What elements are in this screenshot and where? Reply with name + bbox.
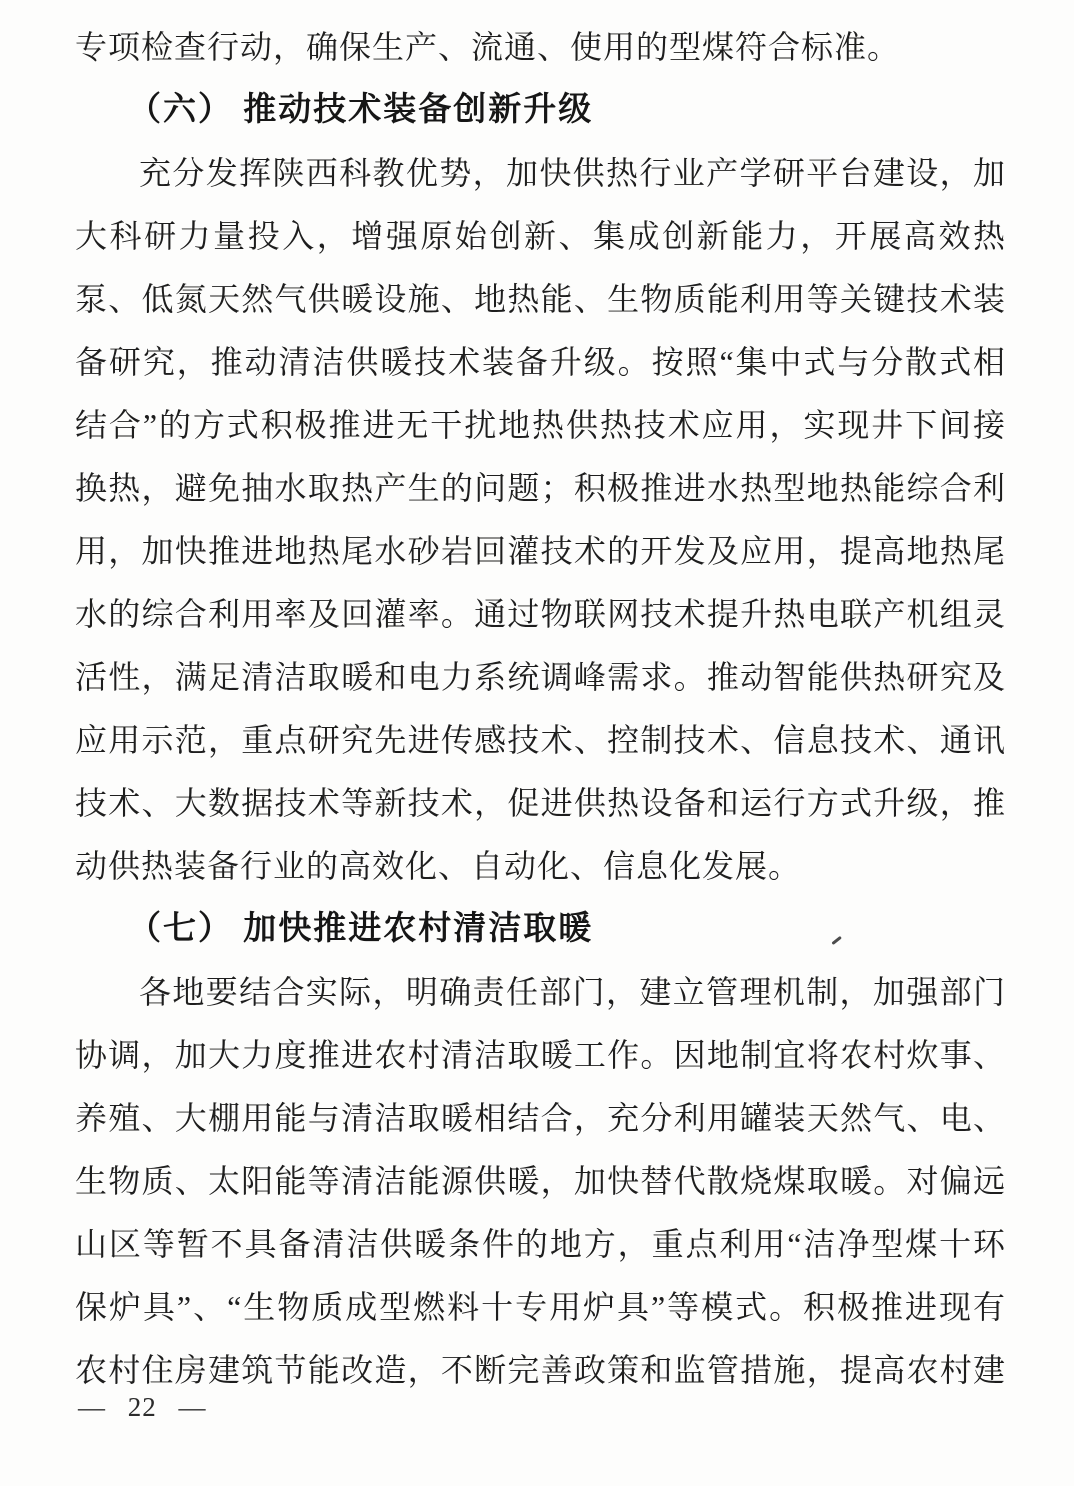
text-line: 协调，加大力度推进农村清洁取暖工作。因地制宜将农村炊事、: [75, 1037, 1005, 1073]
footer-dash-right: —: [178, 1392, 207, 1422]
text-line: 农村住房建筑节能改造，不断完善政策和监管措施，提高农村建: [75, 1352, 1005, 1388]
text-line: 充分发挥陕西科教优势，加快供热行业产学研平台建设，加: [139, 155, 1005, 191]
text-line: 活性，满足清洁取暖和电力系统调峰需求。推动智能供热研究及: [75, 659, 1005, 695]
text-line: 水的综合利用率及回灌率。通过物联网技术提升热电联产机组灵: [75, 596, 1005, 632]
page-footer: [78, 1392, 207, 1423]
text-line: 泵、低氮天然气供暖设施、地热能、生物质能利用等关键技术装: [75, 281, 1005, 317]
text-line: 山区等暂不具备清洁供暖条件的地方，重点利用“洁净型煤十环: [75, 1226, 1005, 1262]
text-line: 备研究，推动清洁供暖技术装备升级。按照“集中式与分散式相: [75, 344, 1005, 380]
text-line: 保炉具”、“生物质成型燃料十专用炉具”等模式。积极推进现有: [75, 1289, 1005, 1325]
text-line: 专项检查行动，确保生产、流通、使用的型煤符合标准。: [75, 29, 901, 65]
text-line: 用，加快推进地热尾水砂岩回灌技术的开发及应用，提高地热尾: [75, 533, 1005, 569]
text-line: 各地要结合实际，明确责任部门，建立管理机制，加强部门: [139, 974, 1005, 1010]
text-line: 养殖、大棚用能与清洁取暖相结合，充分利用罐装天然气、电、: [75, 1100, 1005, 1136]
text-line: 换热，避免抽水取热产生的问题；积极推进水热型地热能综合利: [75, 470, 1005, 506]
page-number: 22: [127, 1392, 157, 1422]
text-line: 应用示范，重点研究先进传感技术、控制技术、信息技术、通讯: [75, 722, 1005, 758]
text-line: 动供热装备行业的高效化、自动化、信息化发展。: [75, 848, 802, 884]
footer-dash-left: —: [78, 1392, 106, 1422]
text-line: 大科研力量投入，增强原始创新、集成创新能力，开展高效热: [75, 218, 1005, 254]
text-line: 技术、大数据技术等新技术，促进供热设备和运行方式升级，推: [75, 785, 1005, 821]
section-heading: （六） 推动技术装备创新升级: [128, 92, 594, 128]
text-line: 生物质、太阳能等清洁能源供暖，加快替代散烧煤取暖。对偏远: [75, 1163, 1005, 1199]
section-heading: （七） 加快推进农村清洁取暖: [128, 911, 594, 947]
document-body: [75, 16, 1005, 1402]
text-line: 结合”的方式积极推进无干扰地热供热技术应用，实现井下间接: [75, 407, 1005, 443]
